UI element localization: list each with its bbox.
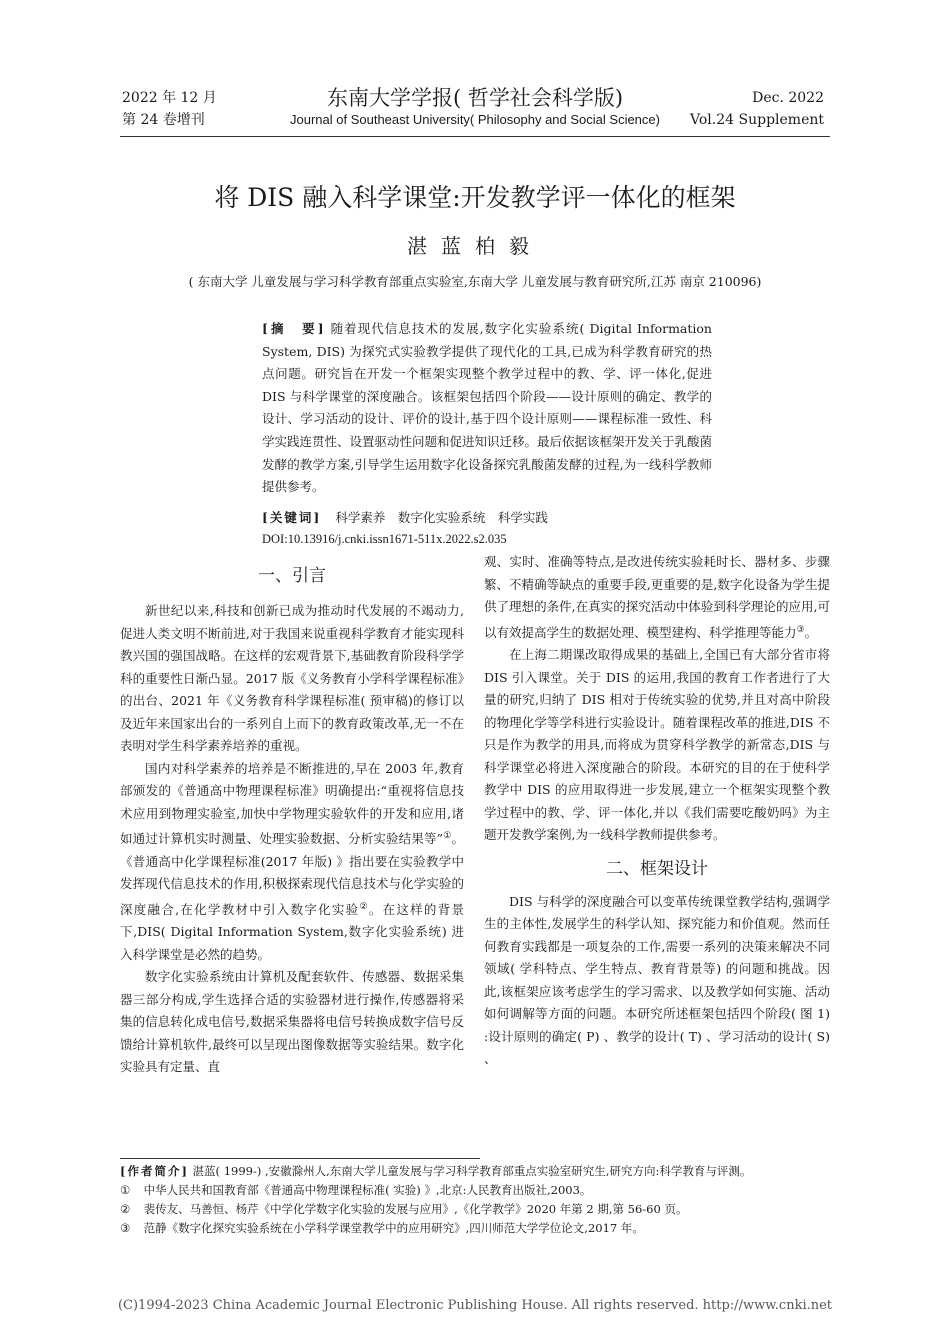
paragraph: 观、实时、准确等特点,是改进传统实验耗时长、器材多、步骤繁、不精确等缺点的重要手段,更重要的是,数字化设备为学生提供了理想的条件,在真实的探究活动中体验到科学理论的应用,可以有效提高学生的数据处理、模型建构、科学推理等能力③。 bbox=[484, 554, 830, 640]
abstract bbox=[262, 318, 712, 499]
section-2-title: 二、框架设计 bbox=[606, 858, 708, 879]
keywords-label: [关键词] bbox=[262, 510, 322, 525]
doi: DOI:10.13916/j.cnki.issn1671-511x.2022.s2.035 bbox=[262, 532, 507, 546]
author-affiliation: ( 东南大学 儿童发展与学习科学教育部重点实验室,东南大学 儿童发展与教育研究所,江苏 南京 210096) bbox=[188, 274, 762, 289]
keywords bbox=[262, 508, 548, 526]
abstract-text: 随着现代信息技术的发展,数字化实验系统( Digital Information System, DIS) 为探究式实验教学提供了现代化的工具,已成为科学教育研究的热点问题。研究旨在开发一个框架实现整个教学过程中的教、学、评一体化,促进 DIS 与科学课堂的深度融合。该框架包括四个阶段——设计原则的确定、教学的设计、学习活动的设计、评价的设计,基于四个设计原则——课程标准一致性、科学实践连贯性、设置驱动性问题和促进知识迁移。最后依据该框架开发关于乳酸菌发酵的教学方案,引导学生运用数字化设备探究乳酸菌发酵的过程,为一线科学教师提供参考。 bbox=[262, 321, 713, 495]
journal-title-cn: 东南大学学报( 哲学社会科学版) bbox=[326, 86, 624, 110]
paragraph: DIS 与科学的深度融合可以变革传统课堂教学结构,强调学生的主体性,发展学生的科学认知、探究能力和价值观。然而任何教育实践都是一项复杂的工作,需要一系列的决策来解决不同领域( 学科特点、学生特点、教育背景等) 的问题和挑战。因此,该框架应该考虑学生的学习需求、以及教学如何实施、活动如何调解等方面的问题。本研究所述框架包括四个阶段( 图 1) :设计原则的确定( P) 、教学的设计( T) 、学习活动的设计( S) 、 bbox=[484, 893, 830, 1067]
footnote-3: ③ 范静《数字化探究实验系统在小学科学课堂教学中的应用研究》,四川师范大学学位论文,2017 年。 bbox=[120, 1221, 644, 1235]
volume-issue: 第 24 卷增刊 bbox=[122, 112, 205, 128]
footnote-ref[interactable]: ③ bbox=[796, 624, 805, 635]
footnotes bbox=[120, 1162, 830, 1238]
volume-issue-en: Vol.24 Supplement bbox=[690, 112, 824, 128]
issue-date-en: Dec. 2022 bbox=[752, 90, 824, 106]
footnote-1: ① 中华人民共和国教育部《普通高中物理课程标准( 实验) 》,北京:人民教育出版社,2003。 bbox=[120, 1183, 592, 1197]
paragraph: 新世纪以来,科技和创新已成为推动时代发展的不竭动力,促进人类文明不断前进,对于我国来说重视科学教育才能实现科教兴国的强国战略。在这样的宏观背景下,基础教育阶段科学学科的重要性日渐凸显。2017 版《义务教育小学科学课程标准》的出台、2021 年《义务教育科学课程标准( 预审稿)的修订以及近年来国家出台的一系列自上而下的教育政策改革,无一不在表明对学生科学素养培养的重视。 bbox=[120, 603, 464, 753]
abstract-label: [摘 要] bbox=[262, 321, 326, 336]
footnote-ref[interactable]: ② bbox=[359, 901, 369, 912]
paragraph: 数字化实验系统由计算机及配套软件、传感器、数据采集器三部分构成,学生选择合适的实验器材进行操作,传感器将采集的信息转化成电信号,数据采集器将电信号转换成数字信号反馈给计算机软件,最终可以呈现出图像数据等实验结果。数字化实验具有定量、直 bbox=[120, 969, 464, 1075]
footnote-rule bbox=[120, 1158, 480, 1159]
right-column bbox=[484, 551, 830, 1071]
paragraph: 在上海二期课改取得成果的基础上,全国已有大部分省市将 DIS 引入课堂。关于 DIS 的运用,我国的教育工作者进行了大量的研究,归纳了 DIS 相对于传统实验的优势,并且对高中阶段的物理化学等学科进行实验设计。随着课程改革的推进,DIS 不只是作为教学的用具,而将成为贯穿科学教学的新常态,DIS 与科学课堂必将进入深度融合的阶段。本研究的目的在于使科学教学中 DIS 的应用取得进一步发展,建立一个框架实现整个教学过程中的教、学、评一体化,并以《我们需要吃酸奶吗》为主题开发教学案例,为一线科学教师提供参考。 bbox=[484, 647, 830, 843]
paragraph: 国内对科学素养的培养是不断推进的,早在 2003 年,教育部颁发的《普通高中物理课程标准》明确提出:“重视将信息技术应用到物理实验室,加快中学物理实验软件的开发和应用,诸如通过计算机实时测量、处理实验数据、分析实验结果等”①。《普通高中化学课程标准(2017 年版) 》指出要在实验教学中发挥现代信息技术的作用,积极探索现代信息技术与化学实验的深度融合,在化学教材中引入数字化实验②。在这样的背景下,DIS( Digital Information System,数字化实验系统) 进入科学课堂是必然的趋势。 bbox=[120, 760, 464, 962]
article-author: 湛蓝柏毅 bbox=[407, 234, 543, 258]
section-1-title: 一、引言 bbox=[258, 566, 326, 586]
left-column bbox=[120, 600, 464, 1079]
article-title: 将 DIS 融入科学课堂:开发教学评一体化的框架 bbox=[214, 183, 736, 212]
copyright-line: (C)1994-2023 China Academic Journal Electronic Publishing House. All rights reserved. http://www.cnki.net bbox=[117, 1298, 833, 1313]
footnote-ref[interactable]: ① bbox=[443, 831, 452, 841]
journal-title-en: Journal of Southeast University( Philosophy and Social Science) bbox=[290, 112, 660, 127]
header-rule bbox=[120, 136, 830, 137]
keywords-text: 科学素养 数字化实验系统 科学实践 bbox=[335, 510, 548, 525]
issue-date: 2022 年 12 月 bbox=[122, 90, 217, 106]
footnote-2: ② 裴传友、马善恒、杨芹《中学化学数字化实验的发展与应用》,《化学教学》2020 年第 2 期,第 56-60 页。 bbox=[120, 1202, 688, 1216]
author-bio: [作者简介] 湛蓝( 1999-) ,安徽滁州人,东南大学儿童发展与学习科学教育部重点实验室研究生,研究方向:科学教育与评测。 bbox=[120, 1164, 752, 1178]
